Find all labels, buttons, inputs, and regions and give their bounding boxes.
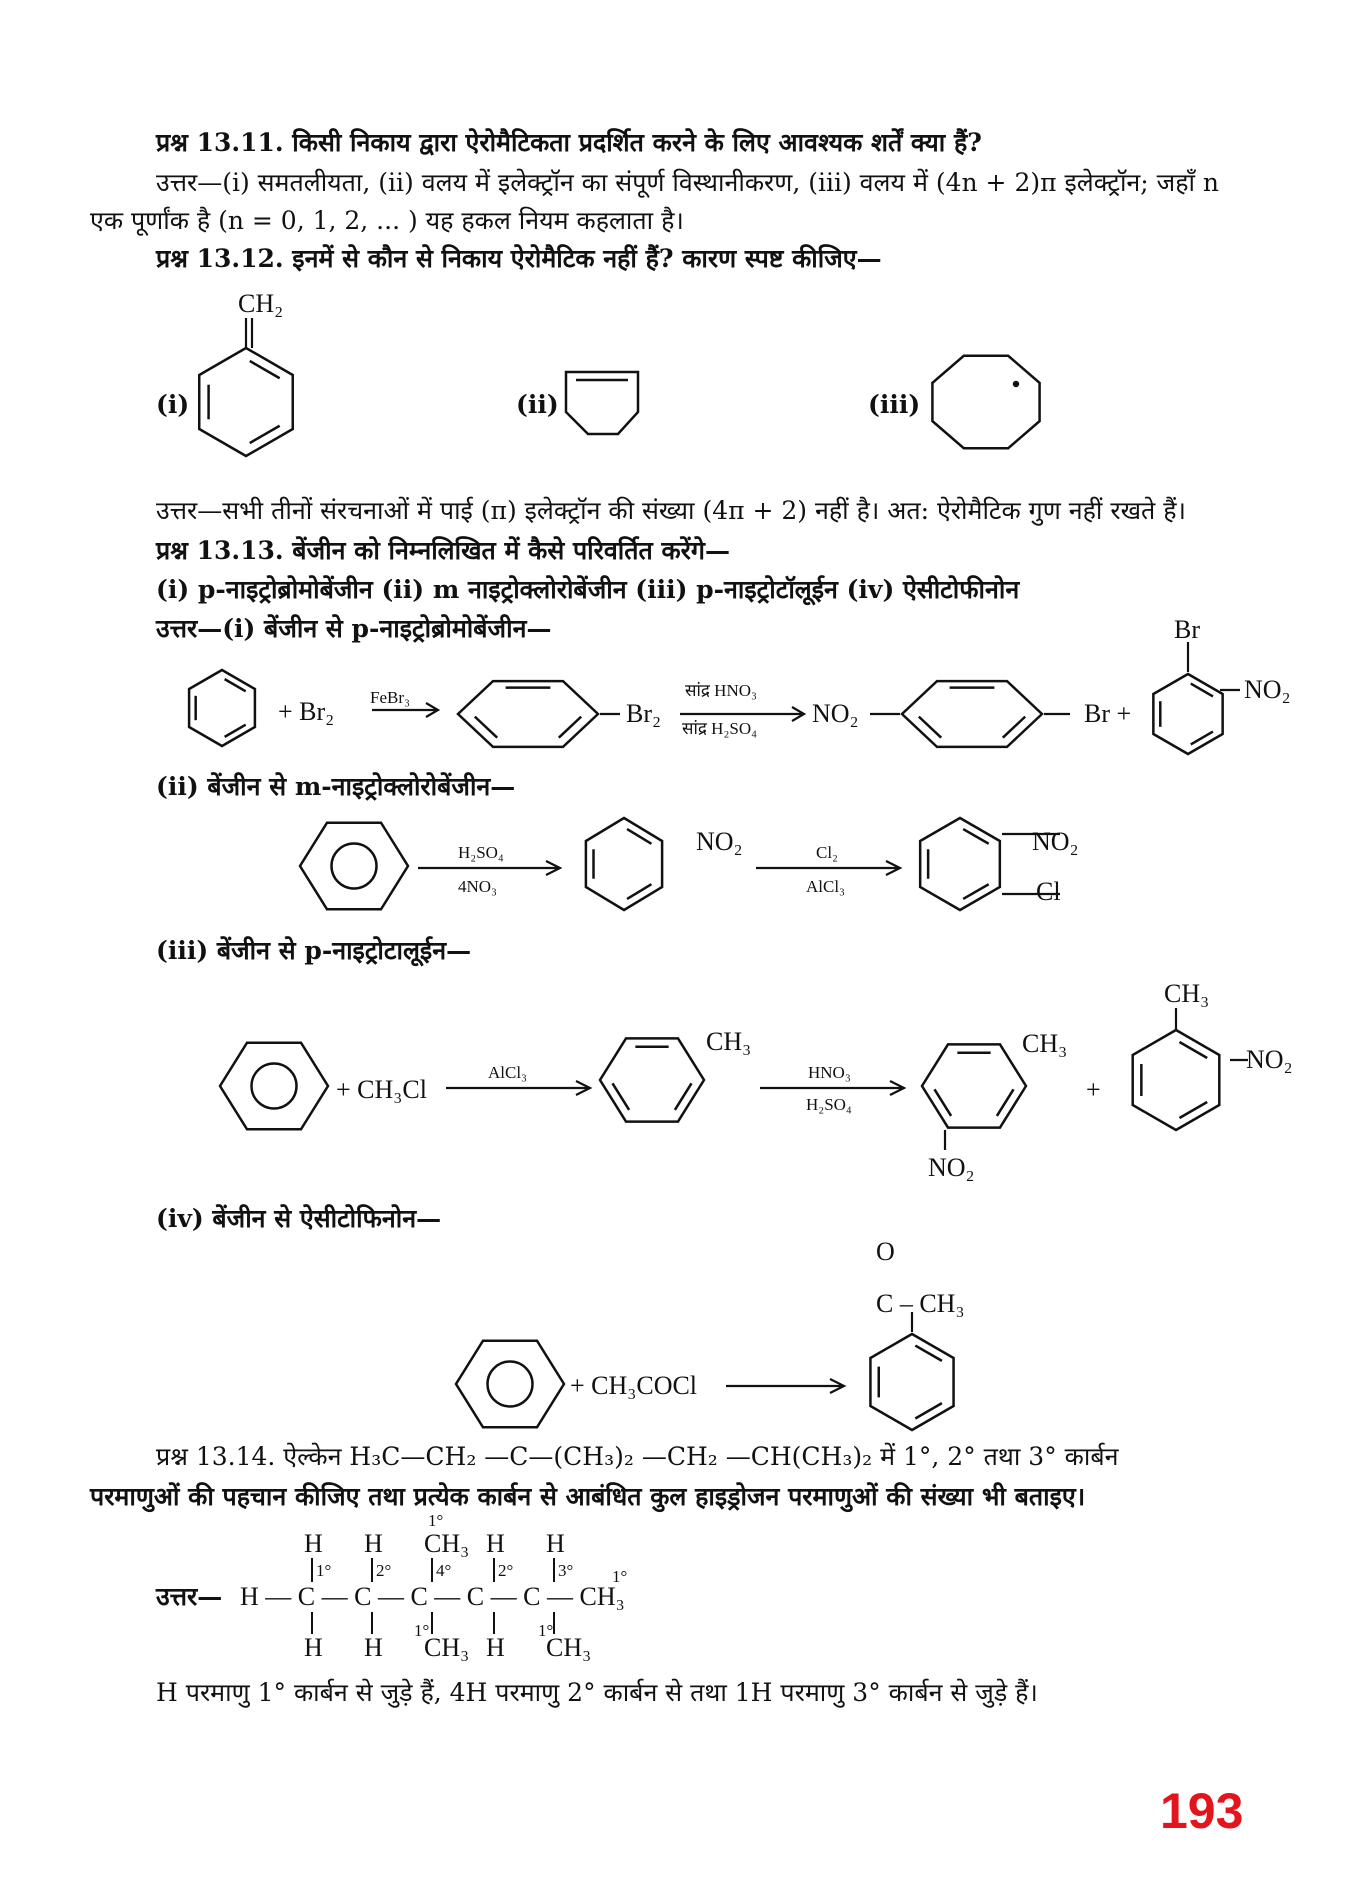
reagent-top: Cl₂ [816, 843, 838, 862]
reagent-ch3cl: + CH₃Cl [336, 1075, 427, 1104]
carbon-degree: 1° [612, 1567, 628, 1586]
reagent-bottom: AlCl₃ [806, 877, 845, 896]
no2-label: NO₂ [1032, 827, 1079, 856]
label-i: (i) [156, 390, 190, 419]
oxygen-label: O [876, 1237, 895, 1266]
answer-13-13-i: उत्तर—(i) बेंजीन से p-नाइट्रोब्रोमोबेंजीन— [156, 614, 552, 643]
answer-13-13-iv: (iv) बेंजीन से ऐसीटोफिनोन— [156, 1204, 442, 1233]
aromatic-circle [252, 1064, 297, 1109]
acetyl-label: C – CH₃ [876, 1289, 965, 1318]
page-number: 193 [1160, 1783, 1244, 1839]
benzene-ring [870, 1334, 953, 1430]
arrow [726, 1379, 844, 1393]
carbon-degree: 3° [558, 1561, 574, 1580]
bottom-substituent: CH₃ [424, 1633, 470, 1662]
bottom-substituent: CH₃ [546, 1633, 592, 1662]
benzene-ring [456, 1341, 564, 1428]
label-iii: (iii) [868, 390, 921, 419]
answer-13-13-ii: (ii) बेंजीन से m-नाइट्रोक्लोरोबेंजीन— [156, 772, 516, 801]
question-13-11: प्रश्न 13.11. किसी निकाय द्वारा ऐरोमैटिकता प्रदर्शित करने के लिए आवश्यक शर्तें क्या हैं? [156, 128, 982, 157]
reagent-bottom: सांद्र H₂SO₄ [682, 719, 758, 738]
question-13-14-line2: परमाणुओं की पहचान कीजिए तथा प्रत्येक कार्बन से आबंधित कुल हाइड्रोजन परमाणुओं की संख्या भी बताइए। [90, 1482, 1086, 1511]
carbon-degree: 1° [414, 1621, 430, 1640]
benzene-ring [922, 1044, 1026, 1127]
no2-label: NO₂ [1246, 1045, 1293, 1074]
reagent-ch3cocl: + CH₃COCl [570, 1371, 698, 1400]
aromatic-circle [488, 1362, 533, 1407]
carbon-degree: 1° [428, 1511, 444, 1530]
benzene-ring [586, 818, 662, 910]
carbon-degree: 1° [538, 1621, 554, 1640]
answer-13-12: उत्तर—सभी तीनों संरचनाओं में पाई (π) इलेक्ट्रॉन की संख्या (4π + 2) नहीं है। अत: ऐरोमैटिक गुण नहीं रखते हैं। [156, 496, 1186, 525]
catalyst-alcl3: AlCl₃ [488, 1063, 527, 1082]
benzene-ring [920, 818, 1000, 910]
carbon-degree: 2° [376, 1561, 392, 1580]
ch3-label: CH₃ [1022, 1029, 1068, 1058]
top-substituent: H [304, 1529, 323, 1558]
catalyst-febr3: FeBr₃ [370, 688, 410, 707]
arrow [446, 1081, 590, 1095]
aromatic-circle [332, 844, 377, 889]
question-13-13: प्रश्न 13.13. बेंजीन को निम्नलिखित में कैसे परिवर्तित करेंगे— [156, 536, 730, 565]
bottom-substituent: H [486, 1633, 505, 1662]
bottom-substituent: H [304, 1633, 323, 1662]
br2-label: Br₂ [626, 699, 662, 728]
benzene-ring [220, 1043, 328, 1130]
carbon-degree: 2° [498, 1561, 514, 1580]
benzene-ring [300, 823, 408, 910]
answer-13-14-label: उत्तर— [156, 1582, 223, 1611]
structural-formula: H — C — C — C — C — C — CH₃ [240, 1582, 625, 1611]
ch3-label: CH₃ [1164, 979, 1210, 1008]
br-label: Br [1174, 615, 1200, 644]
answer-13-11-line1: उत्तर—(i) समतलीयता, (ii) वलय में इलेक्ट्रॉन का संपूर्ण विस्थानीकरण, (iii) वलय में (4n + 2)π इलेक्ट्रॉन; जहाँ n [156, 168, 1220, 197]
reagent-bottom: 4NO₃ [458, 877, 497, 896]
ch3-label: CH₃ [706, 1027, 752, 1056]
reagent-top: सांद्र HNO₃ [685, 681, 757, 700]
ch2-label: CH₂ [238, 289, 284, 318]
benzene-ring [1153, 674, 1222, 754]
arrow [760, 1081, 904, 1095]
benzene-ring [199, 348, 293, 456]
reagent-top: HNO₃ [808, 1063, 851, 1082]
top-substituent: H [486, 1529, 505, 1558]
benzene-ring [902, 681, 1042, 747]
answer-13-13-iii: (iii) बेंजीन से p-नाइट्रोटालूईन— [156, 936, 472, 965]
cyclooctatetraene-ring [932, 356, 1039, 448]
benzene-ring [1133, 1030, 1220, 1130]
bottom-substituent: H [364, 1633, 383, 1662]
plus-label: + [1086, 1075, 1101, 1104]
reagent-bottom: H₂SO₄ [806, 1095, 852, 1114]
top-substituent: CH₃ [424, 1529, 470, 1558]
reagent-top: H₂SO₄ [458, 843, 504, 862]
answer-13-14-final: H परमाणु 1° कार्बन से जुड़े हैं, 4H परमाणु 2° कार्बन से तथा 1H परमाणु 3° कार्बन से जुड़े हैं। [156, 1678, 1038, 1707]
arrow [756, 861, 900, 875]
answer-13-11-line2: एक पूर्णांक है (n = 0, 1, 2, ... ) यह हकल नियम कहलाता है। [90, 206, 684, 235]
carbon-degree: 4° [436, 1561, 452, 1580]
cl-label: Cl [1036, 877, 1061, 906]
no2-side-label: NO₂ [1244, 675, 1291, 704]
benzene-ring [600, 1038, 704, 1121]
br-plus-label: Br + [1084, 699, 1132, 728]
radical-dot [1014, 382, 1018, 386]
question-13-13-items: (i) p-नाइट्रोब्रोमोबेंजीन (ii) m नाइट्रोक्लोरोबेंजीन (iii) p-नाइट्रोटॉलूईन (iv) ऐसीटोफीनोन [156, 575, 1020, 604]
label-ii: (ii) [516, 390, 559, 419]
no2-label: NO₂ [928, 1153, 975, 1182]
question-13-14-line1: प्रश्न 13.14. ऐल्केन H₃C—CH₂ —C—(CH₃)₂ —CH₂ —CH(CH₃)₂ में 1°, 2° तथा 3° कार्बन [156, 1442, 1119, 1471]
benzene-ring [458, 681, 598, 747]
arrow [418, 861, 560, 875]
carbon-degree: 1° [316, 1561, 332, 1580]
no2-label: NO₂ [696, 827, 743, 856]
benzene-ring [189, 670, 255, 746]
no2-label: NO₂ [812, 699, 859, 728]
top-substituent: H [546, 1529, 565, 1558]
question-13-12: प्रश्न 13.12. इनमें से कौन से निकाय ऐरोमैटिक नहीं हैं? कारण स्पष्ट कीजिए— [156, 244, 882, 273]
cyclopentadiene-ring [566, 372, 638, 434]
top-substituent: H [364, 1529, 383, 1558]
reagent-br2: + Br₂ [278, 697, 335, 726]
